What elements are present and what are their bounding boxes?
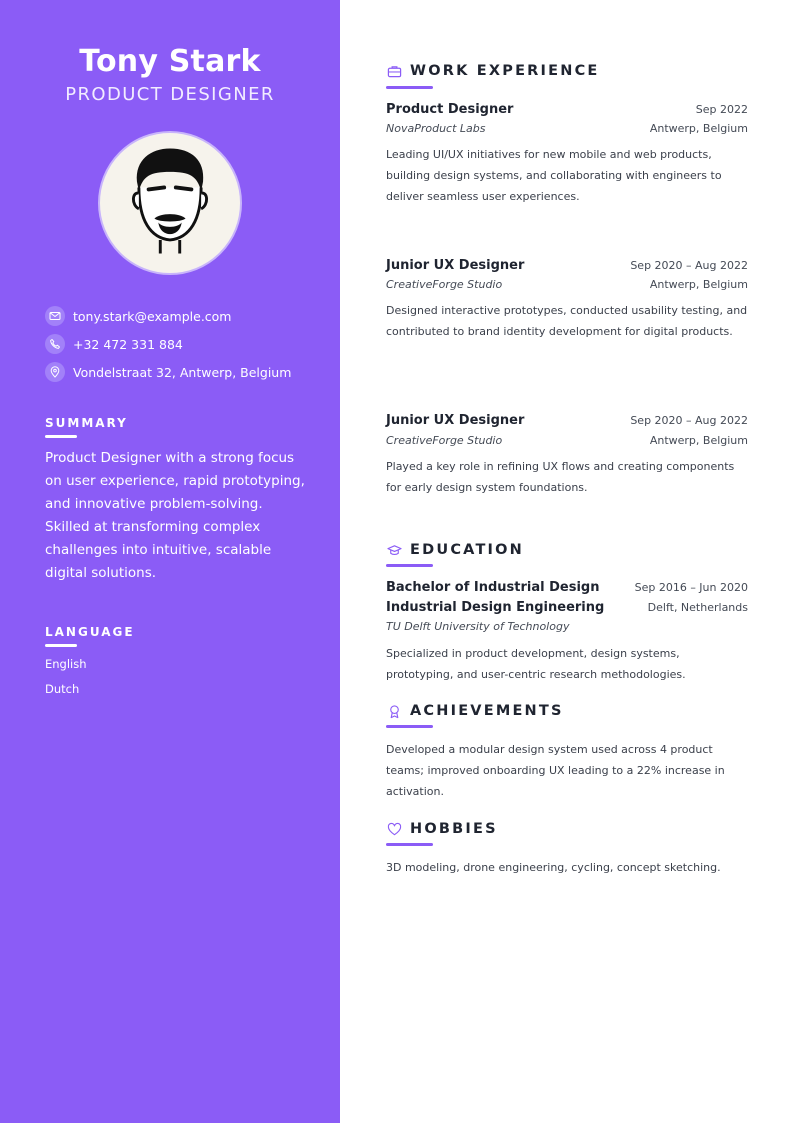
job-date: Sep 2020 – Aug 2022 (630, 259, 748, 272)
map-pin-icon (45, 362, 65, 382)
language-item: English (45, 657, 87, 671)
envelope-icon (45, 306, 65, 326)
summary-heading: SUMMARY (45, 416, 128, 430)
profile-title: PRODUCT DESIGNER (65, 84, 275, 105)
contact-email[interactable] (45, 305, 325, 327)
job-role: Junior UX Designer (386, 258, 525, 273)
job-meta (386, 278, 748, 291)
profile-name: Tony Stark (79, 44, 261, 79)
education-school-row (386, 620, 748, 633)
job-description: Played a key role in refining UX flows and creating components for early design system foundations. (386, 460, 735, 494)
job-role: Product Designer (386, 102, 514, 117)
contact-phone[interactable] (45, 333, 325, 355)
job-meta (386, 434, 748, 447)
hobbies-title: HOBBIES (410, 821, 498, 837)
job-location: Antwerp, Belgium (649, 434, 748, 447)
graduation-cap-icon (386, 542, 402, 558)
hobbies-text: 3D modeling, drone engineering, cycling, concept sketching. (386, 861, 721, 874)
achievements-text: Developed a modular design system used across 4 product teams; improved onboarding UX leading to a 22% increase in activation. (386, 743, 725, 798)
job-date: Sep 2020 – Aug 2022 (630, 414, 748, 427)
heart-icon (386, 821, 402, 837)
job-role: Junior UX Designer (386, 413, 525, 428)
education-field: Industrial Design Engineering (386, 600, 605, 615)
education-date: Sep 2016 – Jun 2020 (634, 581, 748, 594)
language-heading: LANGUAGE (45, 625, 135, 639)
education-field-row (386, 600, 748, 615)
job-company: NovaProduct Labs (386, 122, 486, 135)
job-header (386, 258, 748, 273)
hobbies-divider (386, 843, 433, 846)
job-location: Antwerp, Belgium (649, 278, 748, 291)
hobbies-heading (386, 819, 498, 839)
language-divider (45, 644, 77, 647)
education-location: Delft, Netherlands (647, 601, 748, 614)
job-meta (386, 122, 748, 135)
experience-divider (386, 86, 433, 89)
phone-text: +32 472 331 884 (73, 336, 183, 352)
job-header (386, 102, 748, 117)
job-company: CreativeForge Studio (386, 278, 503, 291)
education-description: Specialized in product development, design systems, prototyping, and user-centric research methodologies. (386, 647, 686, 681)
avatar (98, 131, 242, 275)
avatar-illustration (100, 133, 240, 273)
experience-heading (386, 61, 600, 81)
email-text: tony.stark@example.com (73, 308, 232, 324)
job-date: Sep 2022 (695, 103, 748, 116)
summary-divider (45, 435, 77, 438)
briefcase-icon (386, 63, 402, 79)
contact-address (45, 361, 325, 383)
education-divider (386, 564, 433, 567)
job-description: Leading UI/UX initiatives for new mobile and web products, building design systems, and collaborating with engineers to deliver seamless user experiences. (386, 148, 722, 203)
education-degree: Bachelor of Industrial Design (386, 580, 600, 595)
award-ribbon-icon (386, 703, 402, 719)
education-heading (386, 540, 524, 560)
job-location: Antwerp, Belgium (649, 122, 748, 135)
achievements-divider (386, 725, 433, 728)
education-title: EDUCATION (410, 542, 525, 558)
experience-title: WORK EXPERIENCE (410, 63, 600, 79)
achievements-heading (386, 701, 564, 721)
job-header (386, 413, 748, 428)
language-item: Dutch (45, 682, 80, 696)
achievements-title: ACHIEVEMENTS (410, 703, 564, 719)
job-description: Designed interactive prototypes, conducted usability testing, and contributed to brand identity development for digital products. (386, 304, 748, 338)
education-school: TU Delft University of Technology (386, 620, 570, 633)
phone-icon (45, 334, 65, 354)
address-text: Vondelstraat 32, Antwerp, Belgium (73, 364, 292, 380)
sidebar (0, 0, 340, 1123)
education-header (386, 580, 748, 595)
job-company: CreativeForge Studio (386, 434, 503, 447)
summary-text: Product Designer with a strong focus on user experience, rapid prototyping, and innovative problem-solving. Skilled at transforming complex challenges into intuitive, scalable digital solutions. (45, 450, 305, 581)
